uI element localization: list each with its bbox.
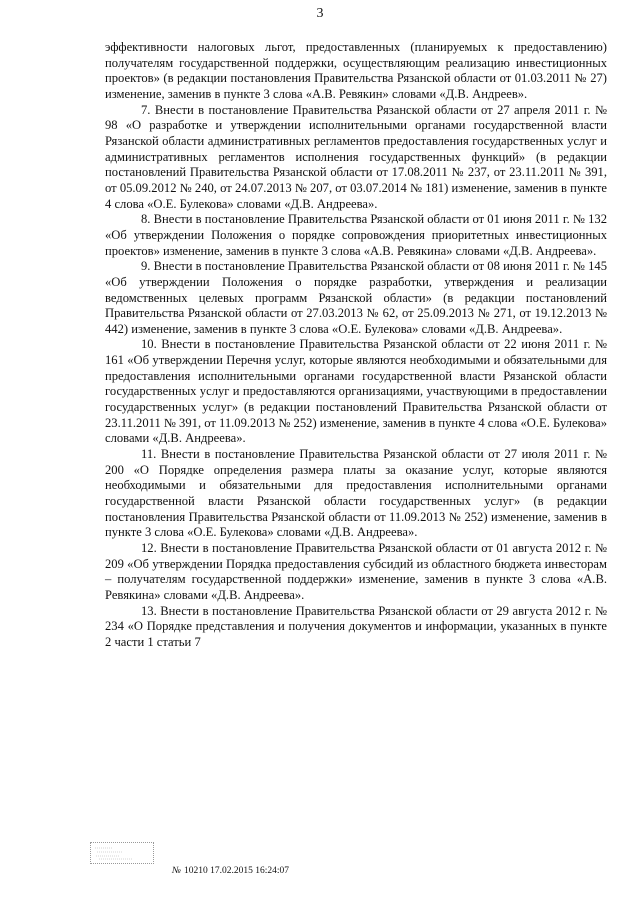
registration-stamp-image	[90, 842, 154, 864]
paragraph-item-8: 8. Внести в постановление Правительства Рязанской области от 01 июня 2011 г. № 132 «Об утверждении Положения о порядке сопровождения приоритетных инвестиционных проектов» изменение, заменив в пункте 3 слова «А.В. Ревякина» словами «Д.В. Андреева».	[105, 212, 607, 258]
footer-document-code	[172, 866, 289, 876]
paragraph-item-7: 7. Внести в постановление Правительства Рязанской области от 27 апреля 2011 г. № 98 «О разработке и утверждении исполнительными органами государственной власти Рязанской области административных регламентов предоставления государственных услуг и административных регламентов исполнения государственных функций» (в редакции постановлений Правительства Рязанской области от 17.08.2011 № 237, от 23.11.2011 № 391, от 05.09.2012 № 240, от 24.07.2013 № 207, от 03.07.2014 № 181) изменение, заменив в пункте 4 слова «О.Е. Булекова» словами «Д.В. Андреева».	[105, 102, 607, 211]
paragraph-item-9: 9. Внести в постановление Правительства Рязанской области от 08 июня 2011 г. № 145 «Об утверждении Положения о порядке разработки, утверждения и реализации ведомственных целевых программ Рязанской области» (в редакции постановлений Правительства Рязанской области от 27.03.2013 № 62, от 25.09.2013 № 271, от 19.12.2013 № 442) изменение, заменив в пункте 3 слова «О.Е. Булекова» словами «Д.В. Андреева».	[105, 259, 607, 336]
document-body	[105, 40, 607, 651]
stamp-scribble-icon	[93, 844, 151, 862]
paragraph-item-10: 10. Внести в постановление Правительства Рязанской области от 22 июня 2011 г. № 161 «Об утверждении Перечня услуг, которые являются необходимыми и обязательными для предоставления исполнительными органами государственной власти Рязанской области государственных услуг и предоставляются организациями, участвующими в предоставлении государственных услуг» (в редакции постановлений Правительства Рязанской области от 23.11.2011 № 391, от 11.09.2013 № 252) изменение, заменив в пункте 4 слова «О.Е. Булекова» словами «Д.В. Андреева».	[105, 337, 607, 446]
number-sign: №	[172, 866, 181, 876]
page-number: 3	[316, 6, 324, 21]
paragraph-item-13: 13. Внести в постановление Правительства Рязанской области от 29 августа 2012 г. № 234 «О Порядке представления и получения документов и информации, указанных в пункте 2 части 1 статьи 7	[105, 603, 607, 649]
document-code: 10210 17.02.2015 16:24:07	[183, 866, 289, 876]
paragraph-item-12: 12. Внести в постановление Правительства Рязанской области от 01 августа 2012 г. № 209 «Об утверждении Порядка предоставления субсидий из областного бюджета инвесторам – получателям государственной поддержки» изменение, заменив в пункте 3 слова «А.В. Ревякина» словами «Д.В. Андреева».	[105, 541, 607, 602]
paragraph-continuation: эффективности налоговых льгот, предоставленных (планируемых к предоставлению) получателям государственной поддержки, осуществляющим реализацию инвестиционных проектов» (в редакции постановления Правительства Рязанской области от 01.03.2011 № 27) изменение, заменив в пункте 3 слова «А.В. Ревякин» словами «Д.В. Андреев».	[105, 40, 607, 101]
paragraph-item-11: 11. Внести в постановление Правительства Рязанской области от 27 июля 2011 г. № 200 «О Порядке определения размера платы за оказание услуг, которые являются необходимыми и обязательными для предоставления исполнительными органами государственной власти Рязанской области государственных услуг» (в редакции постановления Правительства Рязанской области от 11.09.2013 № 252) изменение, заменив в пункте 3 слова «О.Е. Булекова» словами «Д.В. Андреева».	[105, 447, 607, 540]
